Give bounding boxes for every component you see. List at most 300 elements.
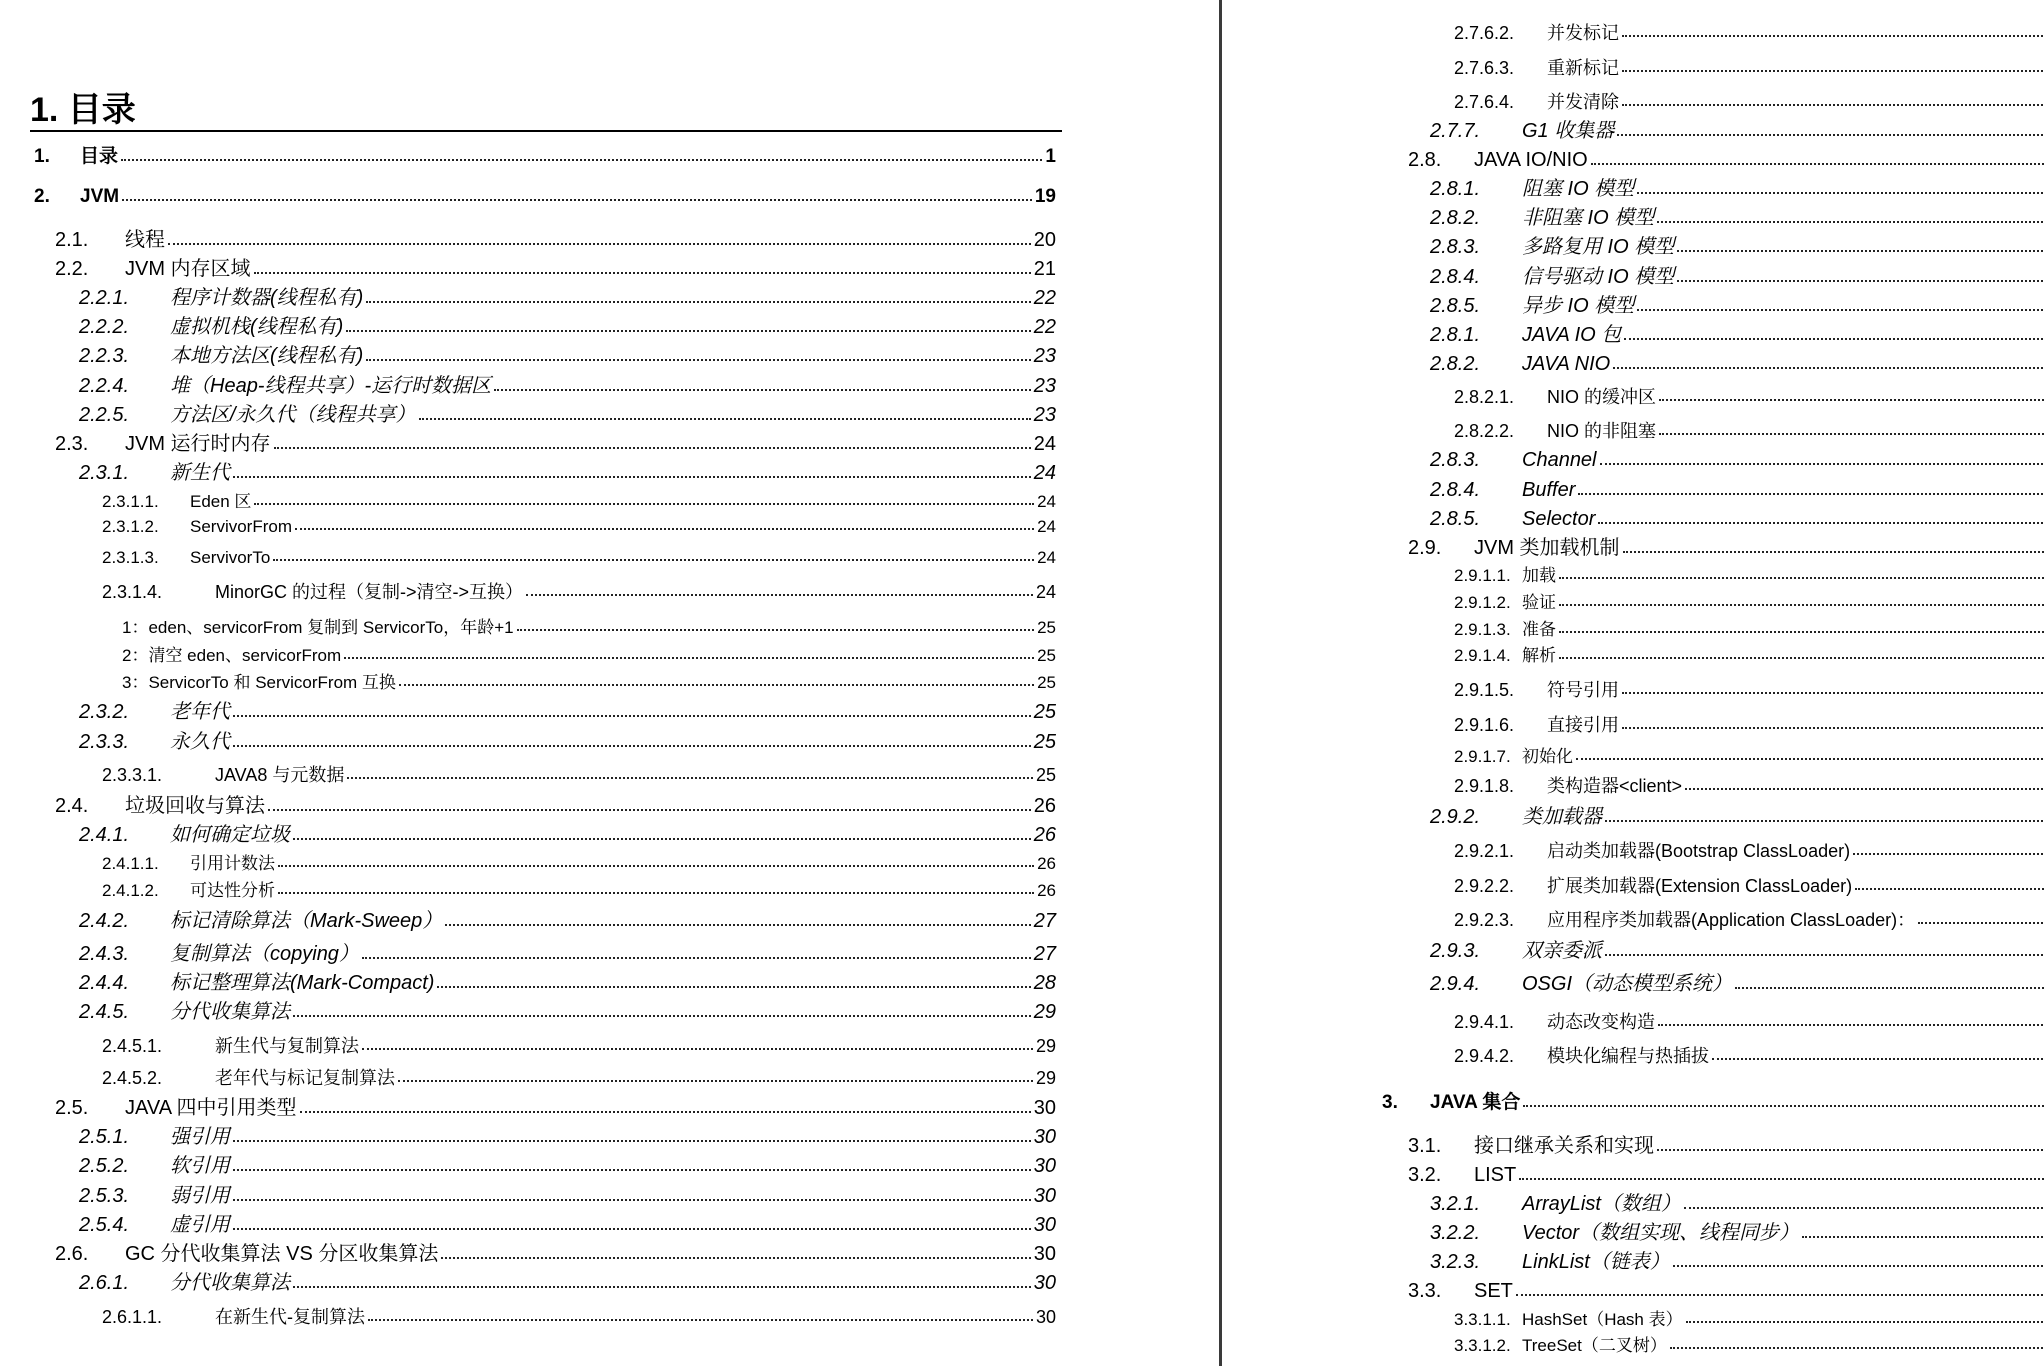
toc-entry[interactable] [1382,1082,2044,1112]
toc-entry-label: 老年代与标记复制算法 [215,1068,395,1088]
toc-entry[interactable] [79,992,1056,1022]
toc-entry[interactable] [79,1117,1056,1147]
dot-leader [362,957,1031,959]
toc-entry-page-number: 30 [1033,1126,1056,1148]
toc-entry-label: 扩展类加载器(Extension ClassLoader) [1547,876,1853,896]
toc-entry[interactable] [1454,1035,2044,1065]
toc-entry-number: 2.2. [55,258,89,280]
toc-entry-number: 2.4.1.2. [102,881,159,900]
dot-leader [233,715,1031,717]
dot-leader [1670,1347,2044,1349]
toc-entry-page-number: 25 [1033,731,1056,753]
toc-entry-label: 双亲委派 [1522,940,1602,962]
toc-entry[interactable] [79,815,1056,845]
toc-entry[interactable] [79,336,1056,366]
toc-entry-number: 2.9.1.4. [1454,646,1511,665]
toc-entry-number: 2.9.1.3. [1454,620,1511,639]
dot-leader [1559,604,2044,606]
toc-entry-label: NIO 的非阻塞 [1547,421,1657,441]
toc-entry-label: 在新生代-复制算法 [215,1307,365,1327]
dot-leader [1622,35,2044,37]
toc-entry-label: 虚拟机栈(线程私有) [170,316,344,338]
toc-entry-label: Channel [1522,449,1597,471]
dot-leader [398,1080,1033,1082]
toc-entry[interactable] [102,1057,1056,1087]
toc-entry[interactable] [79,692,1056,722]
toc-entry-label: SET [1474,1280,1513,1302]
toc-entry-label: 分代收集算法 [170,1001,290,1023]
toc-entry-number: 2.1. [55,229,89,251]
toc-entry-page-number: 20 [1033,229,1056,251]
toc-entry-label: 方法区/永久代（线程共享） [170,404,416,426]
toc-entry[interactable] [1454,47,2044,77]
toc-entry-label: 如何确定垃圾 [170,824,290,846]
toc-entry-number: 2.8.2.2. [1454,421,1515,441]
toc-entry-page-number: 29 [1035,1068,1056,1088]
toc-entry-number: 2.5.4. [79,1214,130,1236]
toc-entry[interactable] [79,395,1056,425]
dot-leader [254,272,1031,274]
toc-entry-page-number: 23 [1033,375,1056,397]
toc-entry[interactable] [1430,286,2044,316]
toc-entry[interactable] [1430,931,2044,961]
toc-entry-number: 2.3. [55,433,89,455]
toc-entry-label: ServivorFrom [190,517,293,536]
toc-entry-label: 解析 [1522,646,1556,665]
toc-entry[interactable] [1430,227,2044,257]
toc-entry-number: 2.3.1.1. [102,492,159,511]
toc-entry-page-number: 25 [1033,701,1056,723]
toc-entry-number: 2.4.5.1. [102,1036,163,1056]
toc-entry-label: JAVA 集合 [1430,1092,1521,1113]
toc-entry[interactable] [34,176,1056,206]
toc-entry[interactable] [102,842,1056,872]
dot-leader [1559,577,2044,579]
toc-entry-number: 2.8.1. [1430,178,1481,200]
toc-entry[interactable] [1454,1324,2044,1354]
toc-entry-number: 2.7.6.2. [1454,23,1515,43]
toc-entry-number: 2.6.1.1. [102,1307,163,1327]
toc-entry-number: 2.8.4. [1430,479,1481,501]
toc-entry-label: 加载 [1522,566,1556,585]
dot-leader [1559,631,2044,633]
dot-leader [1685,788,2044,790]
toc-entry-number: 2.5.1. [79,1126,130,1148]
toc-entry[interactable] [1430,470,2044,500]
toc-entry[interactable] [102,869,1056,899]
toc-entry-number: 3.2.3. [1430,1251,1481,1273]
dot-leader [278,865,1034,867]
toc-entry-label: 初始化 [1522,747,1573,766]
toc-entry[interactable] [55,786,1056,816]
toc-entry-number: 2.3.1.2. [102,517,159,536]
toc-entry[interactable] [79,278,1056,308]
toc-entry[interactable] [55,220,1056,250]
toc-entry-number: 2.7.7. [1430,120,1481,142]
dot-leader [1613,367,2044,369]
toc-entry-page-number: 23 [1033,345,1056,367]
toc-entry-label: NIO 的缓冲区 [1547,387,1657,407]
toc-entry[interactable] [79,934,1056,964]
toc-entry[interactable] [55,249,1056,279]
toc-entry-number: 2.2.2. [79,316,130,338]
toc-entry[interactable] [79,722,1056,752]
toc-entry-label: 虚引用 [170,1214,230,1236]
toc-entry-number: 3.3. [1408,1280,1442,1302]
toc-entry-label: 目录 [80,146,119,167]
toc-entry[interactable] [79,901,1056,931]
toc-entry-page-number: 25 [1037,673,1056,692]
dot-leader [1677,250,2044,252]
dot-leader [121,159,1042,161]
toc-entry[interactable] [1430,440,2044,470]
dot-leader [1637,309,2044,311]
toc-entry-label: 永久代 [170,731,230,753]
toc-entry-label: HashSet（Hash 表） [1522,1310,1683,1329]
toc-entry-label: JAVA IO 包 [1522,324,1622,346]
toc-entry-number: 2.8.5. [1430,508,1481,530]
toc-entry[interactable] [79,453,1056,483]
toc-entry-number: 2.8. [1408,149,1442,171]
dot-leader [437,986,1030,988]
toc-entry[interactable] [1454,81,2044,111]
toc-entry-label: 老年代 [170,701,230,723]
toc-entry[interactable] [79,963,1056,993]
toc-entry-page-number: 19 [1034,186,1056,207]
toc-entry-label: 程序计数器(线程私有) [170,287,364,309]
toc-entry-page-number: 22 [1033,287,1056,309]
dot-leader [1622,70,2044,72]
toc-entry[interactable] [1454,735,2044,765]
toc-entry-page-number: 21 [1033,258,1056,280]
toc-entry-page-number: 28 [1033,972,1056,994]
dot-leader [1519,1178,2044,1180]
toc-entry[interactable] [79,1146,1056,1176]
toc-entry-number: 2.9.2. [1430,806,1481,828]
toc-entry-label: 模块化编程与热插拔 [1547,1046,1709,1066]
toc-entry-number: 3.1. [1408,1135,1442,1157]
toc-entry-page-number: 27 [1033,943,1056,965]
toc-entry-label: 启动类加载器(Bootstrap ClassLoader) [1547,841,1851,861]
toc-entry[interactable] [34,136,1056,166]
toc-entry-label: 多路复用 IO 模型 [1522,236,1675,258]
toc-entry[interactable] [122,606,1056,636]
toc-entry-number: 2.4.3. [79,943,130,965]
toc-entry[interactable] [55,1234,1056,1264]
toc-entry[interactable] [79,1263,1056,1293]
toc-entry[interactable] [1454,899,2044,929]
toc-entry-number: 2.9.1.1. [1454,566,1511,585]
dot-leader [122,199,1032,201]
toc-entry-number: 3.2.1. [1430,1193,1481,1215]
dot-leader [293,1015,1031,1017]
toc-entry-number: 2.9. [1408,537,1442,559]
toc-entry-label: 新生代与复制算法 [215,1036,359,1056]
dot-leader [1600,463,2044,465]
dot-leader [1576,758,2044,760]
toc-entry-number: 2.9.1.6. [1454,715,1515,735]
toc-entry-page-number: 22 [1033,316,1056,338]
dot-leader [517,629,1035,631]
toc-entry-label: 3：ServicorTo 和 ServicorFrom 互换 [122,673,396,692]
toc-entry[interactable] [1408,140,2044,170]
toc-entry-number: 2.2.5. [79,404,130,426]
toc-entry-label: 验证 [1522,593,1556,612]
toc-entry-number: 1. [34,146,50,167]
dot-leader [293,1286,1031,1288]
toc-entry[interactable] [1430,315,2044,345]
toc-entry[interactable] [1430,1213,2044,1243]
toc-entry-number: 2.2.4. [79,375,130,397]
dot-leader [274,447,1031,449]
toc-entry-page-number: 24 [1035,582,1056,602]
dot-leader [1657,221,2044,223]
dot-leader [1802,1236,2044,1238]
toc-entry-page-number: 24 [1037,492,1056,511]
toc-entry-label: 应用程序类加载器(Application ClassLoader)： [1547,910,1916,930]
toc-entry[interactable] [122,661,1056,691]
toc-entry-number: 2.4.4. [79,972,130,994]
toc-entry-page-number: 27 [1033,910,1056,932]
toc-entry[interactable] [1430,169,2044,199]
toc-entry[interactable] [1430,257,2044,287]
dot-leader [268,809,1031,811]
toc-entry-label: 重新标记 [1547,58,1619,78]
toc-entry[interactable] [1408,1126,2044,1156]
toc-entry-label: 本地方法区(线程私有) [170,345,364,367]
dot-leader [1605,954,2044,956]
toc-entry-number: 2.8.3. [1430,449,1481,471]
toc-entry[interactable] [1454,669,2044,699]
dot-leader [1637,192,2044,194]
dot-leader [1712,1058,2044,1060]
dot-leader [168,243,1031,245]
dot-leader [1918,922,2044,924]
toc-entry-number: 2.4.5.2. [102,1068,163,1088]
toc-entry-number: 2.9.1.7. [1454,747,1511,766]
dot-leader [233,476,1031,478]
dot-leader [366,301,1030,303]
toc-entry-label: LinkList（链表） [1522,1251,1670,1273]
toc-entry[interactable] [1454,410,2044,440]
toc-entry-label: 堆（Heap-线程共享）-运行时数据区 [170,375,492,397]
toc-entry-number: 2.3.2. [79,701,130,723]
dot-leader [1622,692,2044,694]
toc-entry-page-number: 26 [1033,795,1056,817]
toc-entry-label: 类构造器<client> [1547,776,1683,796]
toc-entry-number: 2.8.5. [1430,295,1481,317]
toc-entry-label: 信号驱动 IO 模型 [1522,266,1675,288]
toc-entry-number: 2.2.1. [79,287,130,309]
toc-entry[interactable] [55,1088,1056,1118]
toc-entry-label: 标记清除算法（Mark-Sweep） [170,910,443,932]
toc-entry-number: 2.5.3. [79,1185,130,1207]
toc-entry-number: 2.9.3. [1430,940,1481,962]
toc-entry-label: 引用计数法 [190,854,275,873]
toc-entry-page-number: 29 [1033,1001,1056,1023]
toc-entry[interactable] [1430,1242,2044,1272]
toc-entry[interactable] [79,307,1056,337]
toc-entry[interactable] [79,366,1056,396]
dot-leader [1605,820,2044,822]
toc-entry-label: 2：清空 eden、servicorFrom [122,646,342,665]
toc-entry-number: 3.2. [1408,1164,1442,1186]
toc-entry[interactable] [1454,581,2044,611]
toc-entry[interactable] [1408,1271,2044,1301]
toc-entry-number: 2.6. [55,1243,89,1265]
toc-entry[interactable] [1454,554,2044,584]
toc-entry-number: 2.8.2.1. [1454,387,1515,407]
toc-entry[interactable] [1430,1184,2044,1214]
dot-leader [419,418,1031,420]
dot-leader [233,1199,1031,1201]
toc-entry-label: ServivorTo [190,548,271,567]
toc-entry-page-number: 24 [1033,433,1056,455]
toc-entry-label: 并发清除 [1547,92,1619,112]
toc-entry-number: 3.2.2. [1430,1222,1481,1244]
toc-entry-label: 准备 [1522,620,1556,639]
toc-entry[interactable] [102,571,1056,601]
toc-entry-number: 3. [1382,1092,1398,1113]
toc-entry-label: 类加载器 [1522,806,1602,828]
toc-entry[interactable] [1454,12,2044,42]
toc-entry-label: 标记整理算法(Mark-Compact) [170,972,435,994]
toc-entry[interactable] [55,424,1056,454]
toc-entry-label: G1 收集器 [1522,120,1615,142]
toc-entry[interactable] [1454,704,2044,734]
toc-entry-number: 2.9.2.2. [1454,876,1515,896]
toc-entry-label: 新生代 [170,462,230,484]
dot-leader [1622,727,2044,729]
toc-entry[interactable] [1454,865,2044,895]
toc-entry-label: MinorGC 的过程（复制->清空->互换） [215,582,524,602]
dot-leader [1853,853,2044,855]
dot-leader [273,559,1034,561]
toc-entry[interactable] [1430,111,2044,141]
toc-entry[interactable] [79,1205,1056,1235]
toc-entry-label: 复制算法（copying） [170,943,359,965]
toc-entry-number: 2.9.4. [1430,973,1481,995]
toc-entry[interactable] [1454,1001,2044,1031]
dot-leader [1735,987,2044,989]
dot-leader [1624,338,2044,340]
toc-entry[interactable] [1430,499,2044,529]
toc-entry[interactable] [1430,964,2044,994]
dot-leader [368,1319,1033,1321]
dot-leader [1578,493,2044,495]
toc-entry-page-number: 24 [1037,517,1056,536]
toc-entry-label: 直接引用 [1547,715,1619,735]
toc-entry-number: 2.4.5. [79,1001,130,1023]
toc-entry-label: 异步 IO 模型 [1522,295,1635,317]
toc-entry-page-number: 24 [1033,462,1056,484]
toc-entry-label: Vector（数组实现、线程同步） [1522,1222,1800,1244]
right-document-page [1222,0,2044,1366]
toc-entry[interactable] [102,536,1056,566]
dot-leader [1684,1207,2044,1209]
toc-entry[interactable] [1430,797,2044,827]
toc-entry-page-number: 30 [1033,1243,1056,1265]
toc-entry-label: JAVA8 与元数据 [215,765,345,785]
dot-leader [1657,1149,2044,1151]
toc-entry-label: JVM 类加载机制 [1474,537,1620,559]
toc-entry[interactable] [1454,830,2044,860]
dot-leader [347,777,1033,779]
toc-entry[interactable] [102,1025,1056,1055]
toc-entry-label: 阻塞 IO 模型 [1522,178,1635,200]
dot-leader [233,1169,1031,1171]
toc-entry-number: 2.9.2.3. [1454,910,1515,930]
toc-entry-number: 2.3.3.1. [102,765,163,785]
toc-entry-number: 2.9.2.1. [1454,841,1515,861]
toc-entry-label: 动态改变构造 [1547,1012,1655,1032]
toc-entry-page-number: 1 [1045,146,1056,167]
toc-entry[interactable] [79,1176,1056,1206]
dot-leader [233,1140,1031,1142]
toc-entry-number: 2.3.3. [79,731,130,753]
dot-leader [346,330,1030,332]
toc-entry-number: 2.8.3. [1430,236,1481,258]
toc-entry-number: 2.8.1. [1430,324,1481,346]
toc-entry-number: 2.7.6.4. [1454,92,1515,112]
toc-entry[interactable] [1454,765,2044,795]
toc-entry-label: GC 分代收集算法 VS 分区收集算法 [125,1243,439,1265]
toc-entry-number: 2.9.4.1. [1454,1012,1515,1032]
toc-entry-page-number: 30 [1033,1185,1056,1207]
toc-entry-label: JVM 运行时内存 [125,433,271,455]
toc-entry[interactable] [122,634,1056,664]
toc-entry-page-number: 30 [1035,1307,1056,1327]
toc-entry-number: 2.4.2. [79,910,130,932]
dot-leader [1617,134,2044,136]
toc-entry[interactable] [1454,376,2044,406]
toc-entry-label: ArrayList（数组） [1522,1193,1681,1215]
dot-leader [445,924,1030,926]
toc-entry-label: 可达性分析 [190,881,275,900]
toc-entry-page-number: 24 [1037,548,1056,567]
toc-entry-label: JVM 内存区域 [125,258,251,280]
toc-entry-page-number: 25 [1037,618,1056,637]
dot-leader [344,657,1034,659]
toc-entry-number: 2.3.1.4. [102,582,163,602]
toc-entry[interactable] [1454,634,2044,664]
toc-entry-page-number: 26 [1037,854,1056,873]
dot-leader [233,745,1031,747]
dot-leader [1591,163,2044,165]
toc-heading: 1. 目录 [30,91,136,129]
right-toc-list [1222,0,2044,1366]
toc-entry[interactable] [1430,344,2044,374]
toc-entry-number: 2.9.1.5. [1454,680,1515,700]
toc-entry-page-number: 30 [1033,1097,1056,1119]
toc-entry[interactable] [102,1296,1056,1326]
toc-entry-number: 2.7.6.3. [1454,58,1515,78]
dot-leader [1523,1105,2044,1107]
dot-leader [526,594,1033,596]
dot-leader [1559,657,2044,659]
toc-entry[interactable] [102,505,1056,535]
dot-leader [1623,551,2044,553]
toc-entry[interactable] [1408,1155,2044,1185]
toc-entry-number: 3.3.1.2. [1454,1336,1511,1355]
toc-entry[interactable] [1430,198,2044,228]
toc-entry-label: JAVA IO/NIO [1474,149,1588,171]
dot-leader [1659,433,2044,435]
toc-entry-label: Selector [1522,508,1596,530]
toc-entry-page-number: 25 [1035,765,1056,785]
toc-entry[interactable] [102,754,1056,784]
toc-entry-page-number: 30 [1033,1155,1056,1177]
